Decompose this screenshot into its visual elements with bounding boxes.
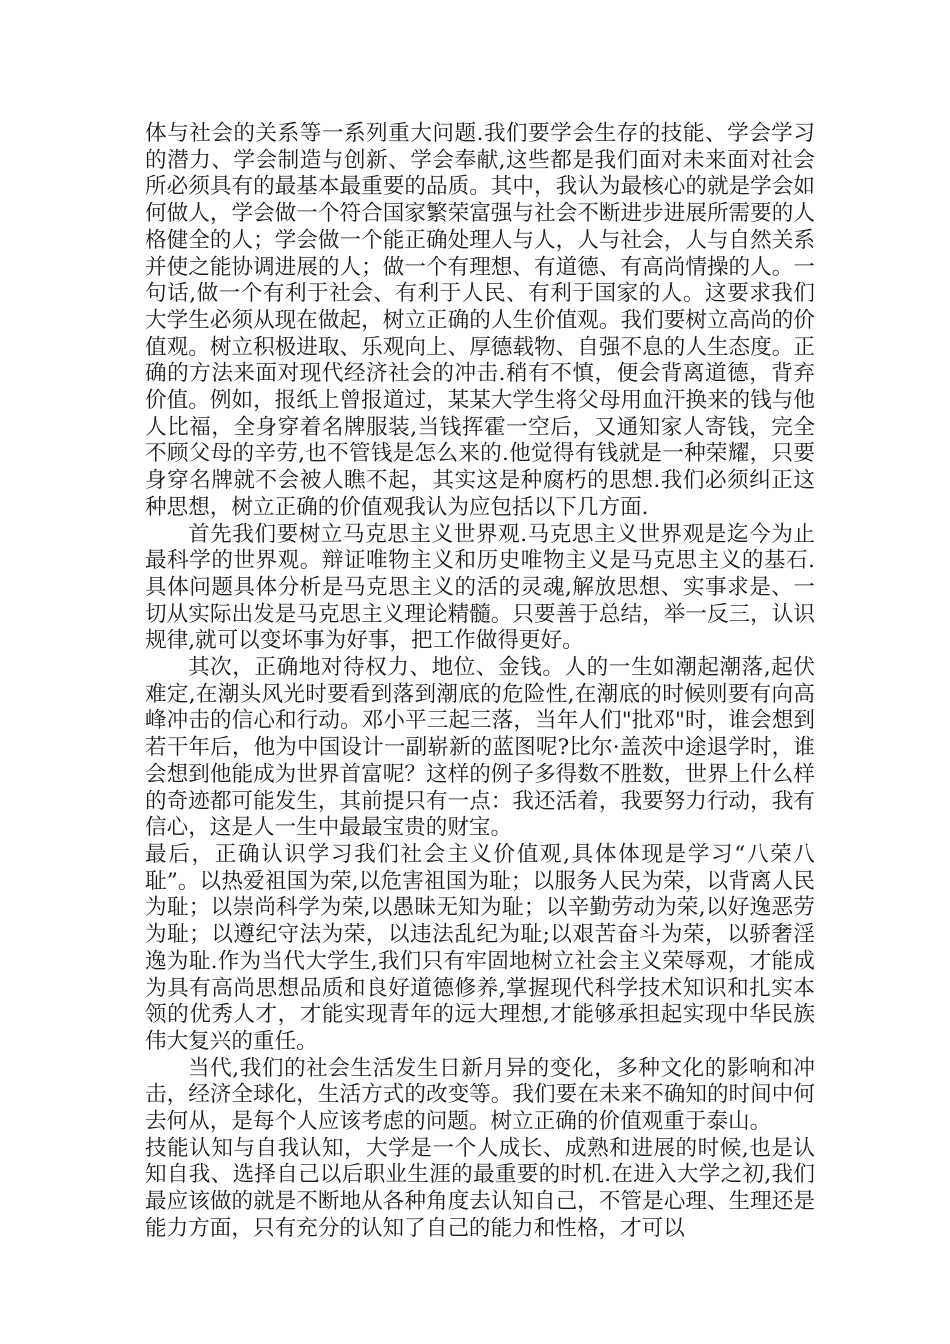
document-body	[145, 121, 815, 1243]
paragraph-4: 最后，正确认识学习我们社会主义价值观,具体体现是学习“八荣八耻”。以热爱祖国为荣,以危害祖国为耻；以服务人民为荣，以背离人民为耻；以崇尚科学为荣,以愚昧无知为耻；以辛勤劳动为荣,以好逸恶劳为耻；以遵纪守法为荣，以违法乱纪为耻;以艰苦奋斗为荣，以骄奢淫逸为耻.作为当代大学生,我们只有牢固地树立社会主义荣辱观，才能成为具有高尚思想品质和良好道德修养,掌握现代科学技术知识和扎实本领的优秀人才，才能实现青年的远大理想,才能够承担起实现中华民族伟大复兴的重任。	[145, 841, 815, 1054]
paragraph-3: 其次，正确地对待权力、地位、金钱。人的一生如潮起潮落,起伏难定,在潮头风光时要看到落到潮底的危险性,在潮底的时候则要有向高峰冲击的信心和行动。邓小平三起三落，当年人们"批邓"时，谁会想到若干年后，他为中国设计一副崭新的蓝图呢?比尔·盖茨中途退学时，谁会想到他能成为世界首富呢？这样的例子多得数不胜数，世界上什么样的奇迹都可能发生，其前提只有一点：我还活着，我要努力行动，我有信心，这是人一生中最最宝贵的财宝。	[145, 655, 815, 841]
paragraph-2: 首先我们要树立马克思主义世界观.马克思主义世界观是迄今为止最科学的世界观。辩证唯物主义和历史唯物主义是马克思主义的基石.具体问题具体分析是马克思主义的活的灵魂,解放思想、实事求是、一切从实际出发是马克思主义理论精髓。只要善于总结，举一反三，认识规律,就可以变坏事为好事，把工作做得更好。	[145, 521, 815, 654]
paragraph-5: 当代,我们的社会生活发生日新月异的变化，多种文化的影响和冲击，经济全球化，生活方式的改变等。我们要在未来不确知的时间中何去何从，是每个人应该考虑的问题。树立正确的价值观重于泰山。	[145, 1055, 815, 1135]
paragraph-6: 技能认知与自我认知，大学是一个人成长、成熟和进展的时候,也是认知自我、选择自己以后职业生涯的最重要的时机.在进入大学之初,我们最应该做的就是不断地从各种角度去认知自己，不管是心理、生理还是能力方面，只有充分的认知了自己的能力和性格，才可以	[145, 1135, 815, 1241]
paragraph-1: 体与社会的关系等一系列重大问题.我们要学会生存的技能、学会学习的潜力、学会制造与创新、学会奉献,这些都是我们面对未来面对社会所必须具有的最基本最重要的品质。其中，我认为最核心的就是学会如何做人，学会做一个符合国家繁荣富强与社会不断进步进展所需要的人格健全的人；学会做一个能正确处理人与人，人与社会，人与自然关系并使之能协调进展的人；做一个有理想、有道德、有高尚情操的人。一句话,做一个有利于社会、有利于人民、有利于国家的人。这要求我们大学生必须从现在做起，树立正确的人生价值观。我们要树立高尚的价值观。树立积极进取、乐观向上、厚德载物、自强不息的人生态度。正确的方法来面对现代经济社会的冲击.稍有不慎，便会背离道德，背弃价值。例如，报纸上曾报道过，某某大学生将父母用血汗换来的钱与他人比福，全身穿着名牌服装,当钱挥霍一空后，又通知家人寄钱，完全不顾父母的辛劳,也不管钱是怎么来的.他觉得有钱就是一种荣耀，只要身穿名牌就不会被人瞧不起，其实这是种腐朽的思想.我们必须纠正这种思想，树立正确的价值观我认为应包括以下几方面.	[145, 121, 815, 520]
